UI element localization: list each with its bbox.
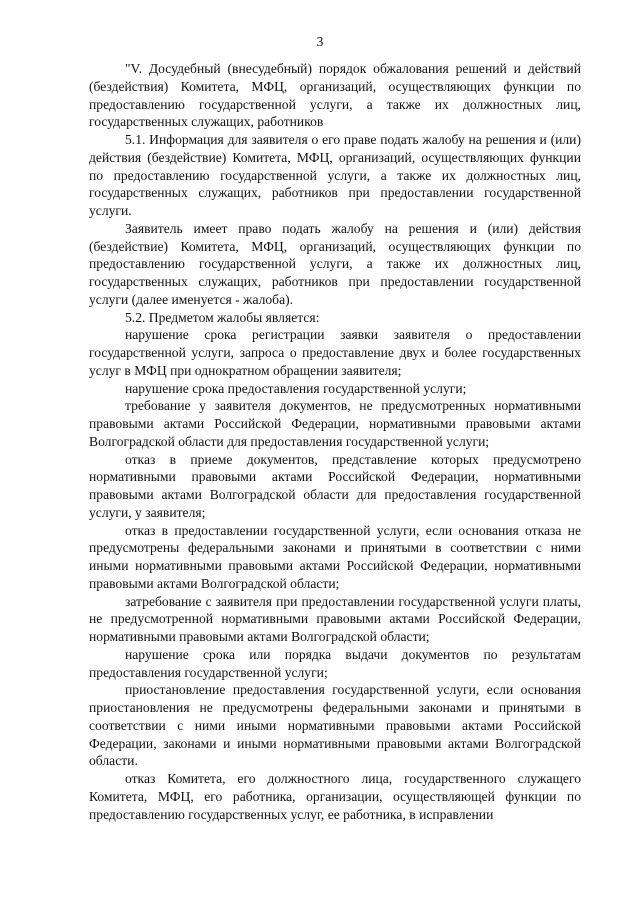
list-item: нарушение срока регистрации заявки заявителя о предоставлении государственной услуги, запроса о предоставление двух и более государственных услуг в МФЦ при однократном обращении заявителя; <box>89 327 581 378</box>
list-item: отказ в приеме документов, представление которых предусмотрено нормативными правовыми актами Российской Федерации, нормативными правовыми актами Волгоградской области для предоставления государственной услуги, у заявителя; <box>89 451 581 520</box>
list-item: приостановление предоставления государственной услуги, если основания приостановления не предусмотрены федеральными законами и принятыми в соответствии с ними иными нормативными правовыми актами Российской Федерации, законами и иными нормативными правовыми актами Волгоградской области. <box>89 682 581 769</box>
document-body <box>89 60 581 823</box>
list-item: нарушение срока или порядка выдачи документов по результатам предоставления государственной услуги; <box>89 646 581 680</box>
list-item: требование у заявителя документов, не предусмотренных нормативными правовыми актами Российской Федерации, нормативными правовыми актами Волгоградской области для предоставления государственной услуги; <box>89 398 581 449</box>
section-heading: "V. Досудебный (внесудебный) порядок обжалования решений и действий (бездействия) Комитета, МФЦ, организаций, осуществляющих функции по предоставлению государственной услуги, а также их должностных лиц, государственных служащих, работников <box>89 61 581 130</box>
paragraph: Заявитель имеет право подать жалобу на решения и (или) действия (бездействие) Комитета, МФЦ, организаций, осуществляющих функции по предоставлению государственной услуги, а также их должностных лиц, государственных служащих, работников при предоставлении государственной услуги (далее именуется - жалоба). <box>89 220 581 307</box>
list-item: затребование с заявителя при предоставлении государственной услуги платы, не предусмотренной нормативными правовыми актами Российской Федерации, нормативными правовыми актами Волгоградской области; <box>89 593 581 644</box>
list-item: отказ Комитета, его должностного лица, государственного служащего Комитета, МФЦ, его работника, организации, осуществляющей функции по предоставлению государственных услуг, ее работника, в исправлении <box>89 771 581 822</box>
page-number: 3 <box>316 34 324 49</box>
list-item: отказ в предоставлении государственной услуги, если основания отказа не предусмотрены федеральными законами и принятыми в соответствии с ними иными нормативными правовыми актами Российской Федерации, нормативными правовыми актами Волгоградской области; <box>89 522 581 591</box>
paragraph-5-1: 5.1. Информация для заявителя о его праве подать жалобу на решения и (или) действия (бездействие) Комитета, МФЦ, организаций, осуществляющих функции по предоставлению государственной услуги, а также их должностных лиц, государственных служащих, работников при предоставлении государственной услуги. <box>89 132 581 218</box>
paragraph-5-2: 5.2. Предметом жалобы является: <box>125 309 320 325</box>
list-item: нарушение срока предоставления государственной услуги; <box>125 380 467 396</box>
